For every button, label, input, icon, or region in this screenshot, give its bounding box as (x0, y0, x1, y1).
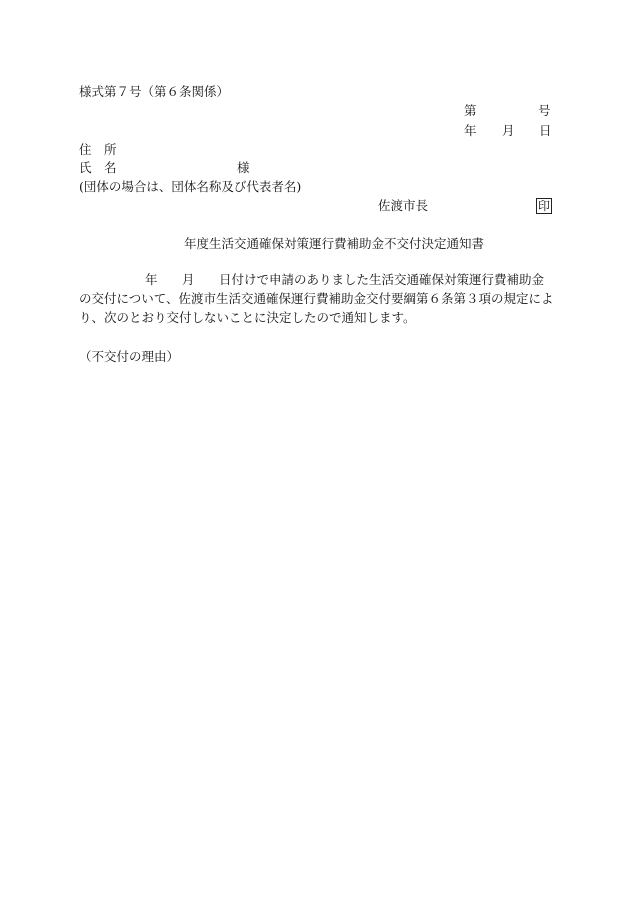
doc-date-day: 日 (539, 123, 552, 138)
seal-mark (536, 198, 552, 214)
doc-date-month: 月 (502, 123, 515, 138)
doc-number-prefix: 第 (464, 103, 477, 118)
body-year: 年 (145, 272, 158, 287)
address-label: 住 所 (79, 142, 117, 157)
group-note: (団体の場合は、団体名称及び代表者名) (79, 179, 302, 194)
body-line-3: り、次のとおり交付しないことに決定したので通知します。 (79, 310, 416, 325)
reason-label: （不交付の理由） (79, 349, 180, 364)
body-line-2: の交付について、佐渡市生活交通確保運行費補助金交付要綱第６条第３項の規定によ (79, 291, 554, 306)
doc-number-suffix: 号 (538, 103, 551, 118)
seal-label: 印 (538, 199, 551, 213)
body-month: 月 (182, 272, 195, 287)
doc-date-year: 年 (464, 123, 477, 138)
document-title: 年度生活交通確保対策運行費補助金不交付決定通知書 (184, 236, 485, 251)
form-reference: 様式第７号（第６条関係） (79, 84, 230, 99)
name-label: 氏 名 (79, 160, 117, 175)
body-line-1: 日付けで申請のありました生活交通確保対策運行費補助金 (219, 272, 545, 287)
honorific: 様 (237, 160, 250, 175)
issuer-title: 佐渡市長 (378, 198, 429, 213)
